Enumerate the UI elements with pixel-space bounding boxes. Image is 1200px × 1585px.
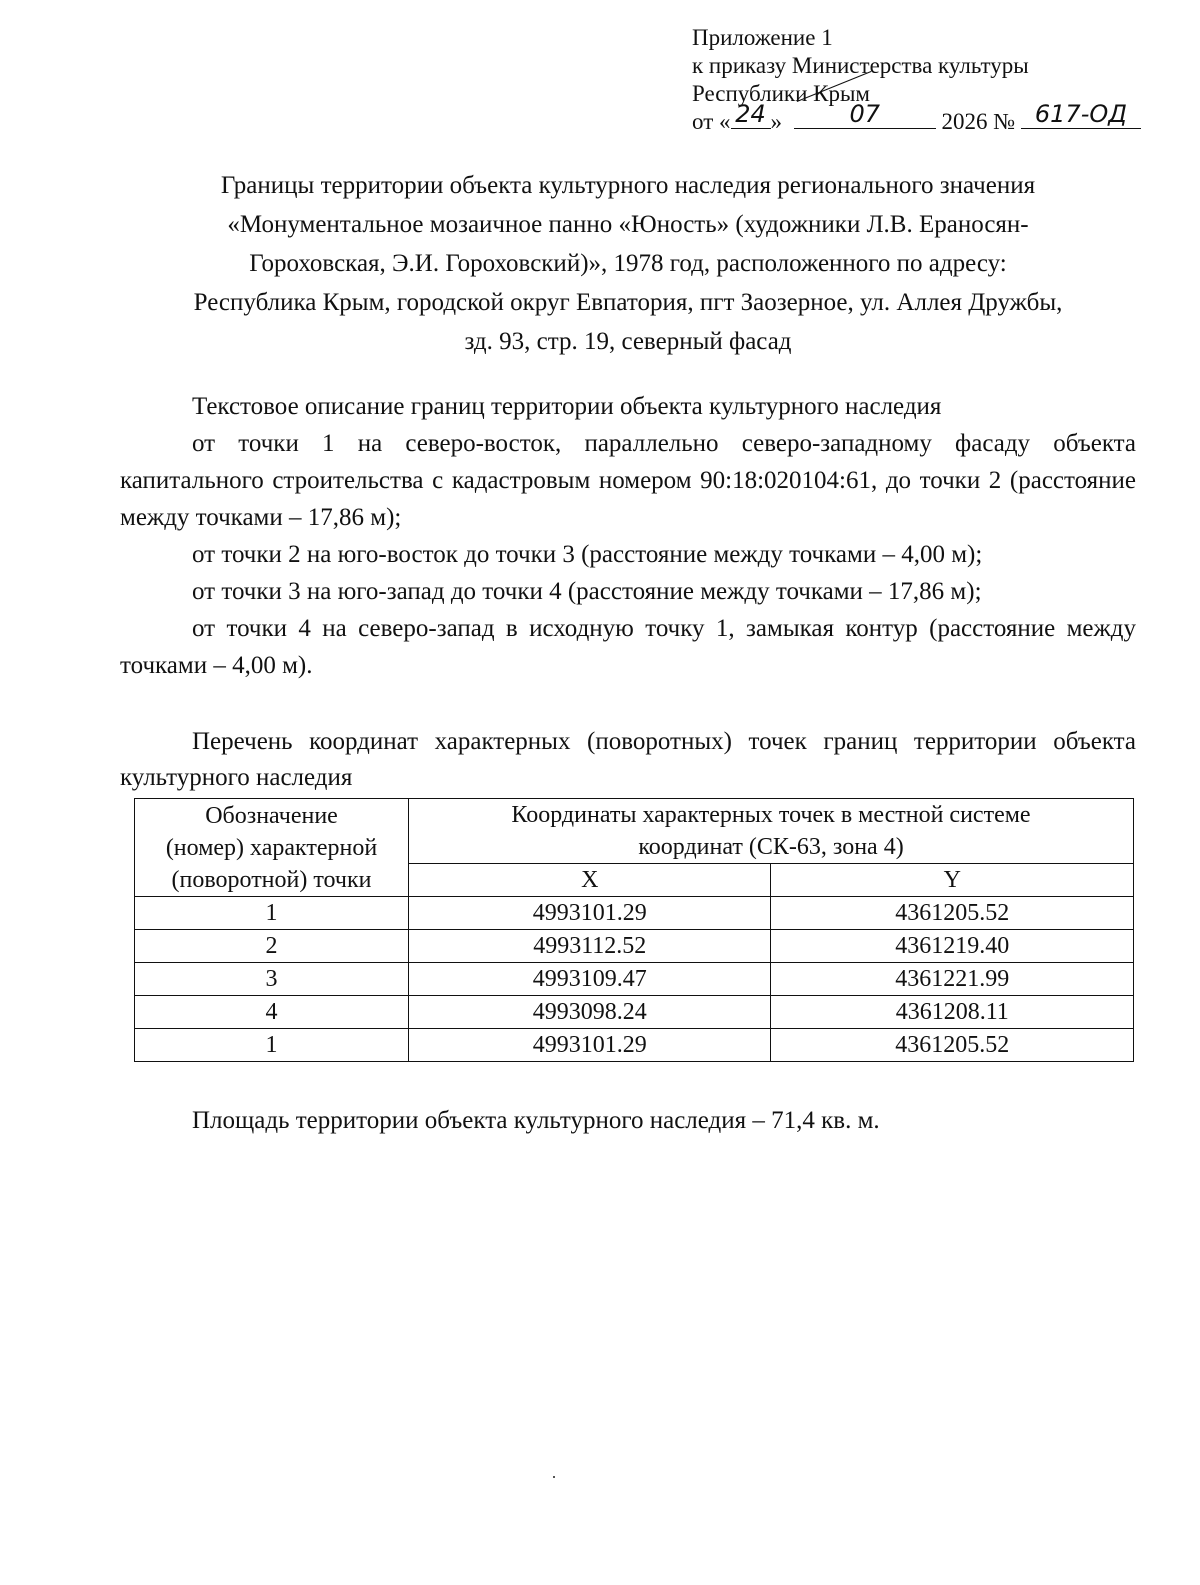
- order-number-field: [1021, 100, 1141, 129]
- point-column-header: Обозначение (номер) характерной (поворотной) точки: [135, 799, 409, 897]
- x-value: 4993098.24: [409, 996, 771, 1029]
- point-number: 2: [135, 930, 409, 963]
- area-block: [120, 1102, 1136, 1139]
- title-line-3: Гороховская, Э.И. Гороховский)», 1978 год, расположенного по адресу:: [249, 250, 1007, 277]
- description-segment-1: от точки 1 на северо-восток, параллельно северо-западному фасаду объекта капитального строительства с кадастровым номером 90:18:020104:61, до точки 2 (расстояние между точками – 17,86 м);: [120, 430, 1136, 531]
- point-number: 3: [135, 963, 409, 996]
- date-mid: »: [770, 109, 782, 134]
- order-reference: к приказу Министерства культуры: [692, 53, 1029, 78]
- description-segment-3: от точки 3 на юго-запад до точки 4 (расстояние между точками – 17,86 м);: [192, 578, 982, 605]
- y-column-header: Y: [771, 864, 1134, 897]
- table-caption-block: [120, 724, 1136, 796]
- title-line-2: «Монументальное мозаичное панно «Юность» (художники Л.В. Ераносян-: [227, 211, 1029, 238]
- number-sign: №: [993, 109, 1016, 134]
- x-value: 4993101.29: [409, 897, 771, 930]
- date-day-field: [731, 100, 771, 129]
- table-row: [135, 930, 1134, 963]
- order-number: 617-ОД: [1034, 100, 1127, 128]
- title-line-5: зд. 93, стр. 19, северный фасад: [464, 328, 792, 355]
- point-number: 1: [135, 897, 409, 930]
- y-value: 4361221.99: [771, 963, 1134, 996]
- appendix-label: Приложение 1: [692, 25, 833, 50]
- coordinates-table: [134, 798, 1134, 1062]
- date-day: 24: [735, 100, 766, 128]
- table-row: [135, 963, 1134, 996]
- scan-speck: [553, 1476, 555, 1478]
- coordinates-column-header: Координаты характерных точек в местной системе координат (СК-63, зона 4): [409, 799, 1134, 864]
- point-number: 1: [135, 1029, 409, 1062]
- y-value: 4361208.11: [771, 996, 1134, 1029]
- order-date-line: [692, 100, 1141, 136]
- description-heading: Текстовое описание границ территории объекта культурного наследия: [192, 393, 942, 420]
- point-number: 4: [135, 996, 409, 1029]
- table-row: [135, 897, 1134, 930]
- date-year: 2026: [941, 109, 988, 134]
- y-value: 4361205.52: [771, 897, 1134, 930]
- document-title: [120, 166, 1136, 361]
- x-value: 4993101.29: [409, 1029, 771, 1062]
- date-month: 07: [849, 100, 881, 128]
- description-segment-2: от точки 2 на юго-восток до точки 3 (расстояние между точками – 4,00 м);: [192, 541, 983, 568]
- title-line-1: Границы территории объекта культурного наследия регионального значения: [220, 172, 1036, 199]
- table-row: [135, 996, 1134, 1029]
- x-column-header: X: [409, 864, 771, 897]
- date-prefix: от «: [692, 109, 731, 134]
- republic-name: Республики Крым: [692, 81, 870, 106]
- table-caption: Перечень координат характерных (поворотных) точек границ территории объекта культурного наследия: [120, 728, 1136, 791]
- title-line-4: Республика Крым, городской округ Евпатория, пгт Заозерное, ул. Аллея Дружбы,: [193, 289, 1063, 316]
- y-value: 4361205.52: [771, 1029, 1134, 1062]
- table-row: [135, 1029, 1134, 1062]
- territory-area: Площадь территории объекта культурного наследия – 71,4 кв. м.: [192, 1107, 880, 1134]
- x-value: 4993112.52: [409, 930, 771, 963]
- appendix-header: [692, 24, 1141, 136]
- y-value: 4361219.40: [771, 930, 1134, 963]
- description-segment-4: от точки 4 на северо-запад в исходную точку 1, замыкая контур (расстояние между точками – 4,00 м).: [120, 615, 1136, 679]
- boundary-description: [120, 388, 1136, 684]
- x-value: 4993109.47: [409, 963, 771, 996]
- date-month-field: [794, 100, 936, 129]
